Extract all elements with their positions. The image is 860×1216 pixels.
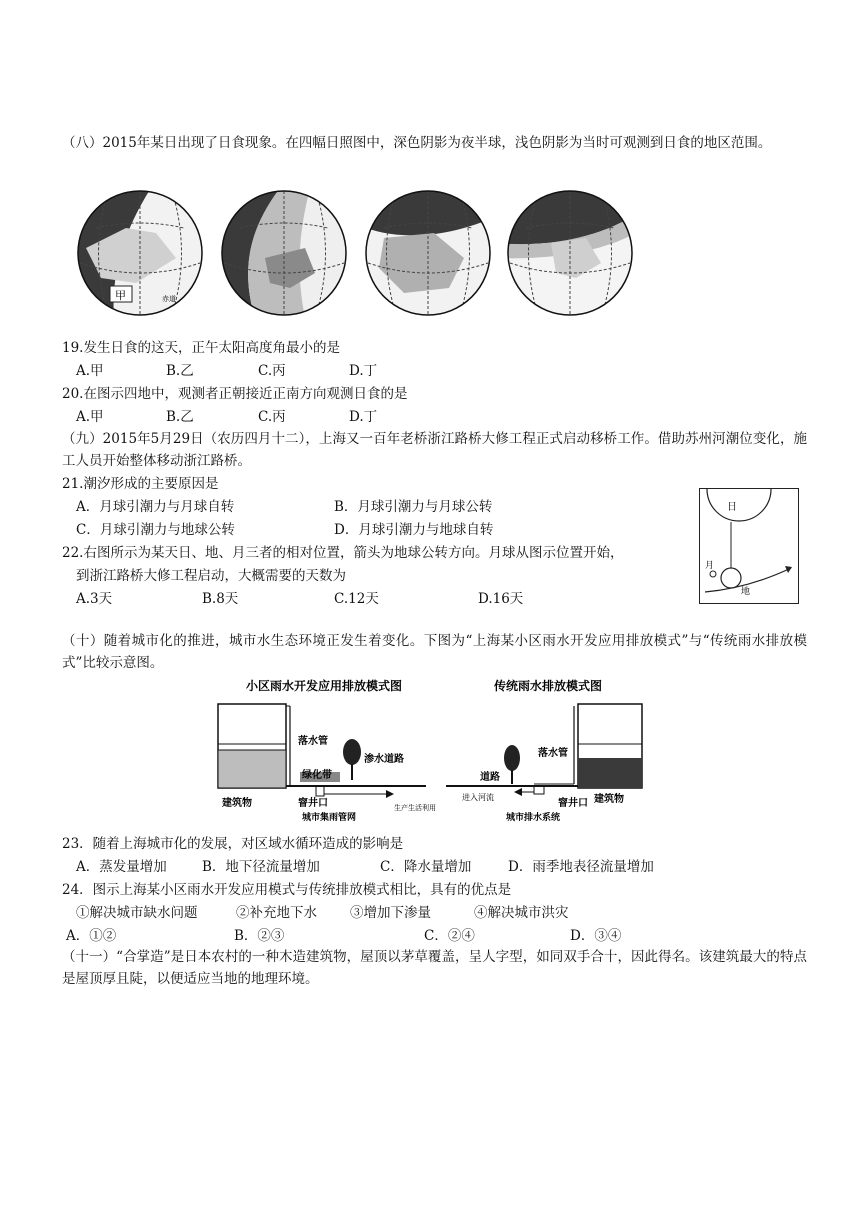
q20-option-b: B.乙 <box>166 409 194 425</box>
q22-option-c: C.12天 <box>334 591 379 607</box>
right-panel-title: 传统雨水排放模式图 <box>494 679 603 693</box>
diagram-sun-label: 日 <box>727 502 737 513</box>
rainwater-comparison-figure <box>216 676 644 824</box>
right-system-label: 城市排水系统 <box>506 813 561 823</box>
section-11-intro: （十一）“合掌造”是日本农村的一种木造建筑物，屋顶以茅草覆盖，呈人字型，如同双手合十，因此得名。该建筑最大的特点是屋顶厚且陡，以便适应当地的地理环境。 <box>62 949 807 987</box>
q19-option-b: B.乙 <box>166 363 194 379</box>
sun-earth-moon-diagram <box>699 488 799 604</box>
section-9-intro: （九）2015年5月29日（农历四月十二），上海又一百年老桥浙江路桥大修工程正式启动移桥工作。借助苏州河潮位变化，施工人员开始整体移动浙江路桥。 <box>62 431 807 469</box>
q19-option-c: C.丙 <box>258 363 286 379</box>
q24-item-1: ①解决城市缺水问题 <box>76 905 198 921</box>
q24-item-2: ②补充地下水 <box>236 905 317 921</box>
globe-1-label: 甲 <box>115 289 126 302</box>
q24-option-a: A．①② <box>66 928 117 944</box>
left-downpipe-label: 落水管 <box>298 736 328 747</box>
left-permeable-road-label: 渗水道路 <box>364 754 404 765</box>
q21-option-c: C．月球引潮力与地球公转 <box>76 522 235 538</box>
section-10-intro: （十）随着城市化的推进，城市水生态环境正发生着变化。下图为“上海某小区雨水开发应用排放模式”与“传统雨水排放模式”比较示意图。 <box>62 633 807 671</box>
q24-item-4: ④解决城市洪灾 <box>474 905 569 921</box>
q23-option-d: D．雨季地表径流量增加 <box>508 859 654 875</box>
q20-option-d: D.丁 <box>349 409 378 425</box>
diagram-earth-label: 地 <box>741 587 751 597</box>
q24-item-3: ③增加下渗量 <box>350 905 431 921</box>
right-river-label: 进入河流 <box>462 793 494 802</box>
q19-option-a: A.甲 <box>76 363 104 379</box>
right-manhole-label: 窨井口 <box>558 798 588 809</box>
q24-option-b: B．②③ <box>234 928 285 944</box>
q23-option-b: B．地下径流量增加 <box>202 859 320 875</box>
globe-figure-1 <box>66 188 214 318</box>
q20-option-a: A.甲 <box>76 409 104 425</box>
left-greenbelt-label: 绿化带 <box>302 770 332 781</box>
q23-option-c: C．降水量增加 <box>380 859 472 875</box>
left-building-label: 建筑物 <box>222 798 252 809</box>
q22-option-b: B.8天 <box>202 591 239 607</box>
left-reuse-label: 生产生活利用 <box>394 804 436 812</box>
q21-stem: 21.潮汐形成的主要原因是 <box>62 476 219 492</box>
globe-figure-4 <box>496 188 644 318</box>
q24-option-d: D．③④ <box>570 928 622 944</box>
q23-stem: 23．随着上海城市化的发展，对区域水循环造成的影响是 <box>62 836 404 852</box>
right-building-label: 建筑物 <box>594 794 624 805</box>
right-road-label: 道路 <box>480 772 500 783</box>
q24-stem: 24．图示上海某小区雨水开发应用模式与传统排放模式相比，具有的优点是 <box>62 882 512 898</box>
q19-option-d: D.丁 <box>349 363 378 379</box>
q23-option-a: A．蒸发量增加 <box>76 859 167 875</box>
diagram-moon-label: 月 <box>705 561 715 571</box>
left-manhole-label: 窨井口 <box>298 798 328 809</box>
right-downpipe-label: 落水管 <box>538 748 568 759</box>
globe-1-equator-label: 赤道 <box>162 295 176 303</box>
q21-option-a: A．月球引潮力与月球自转 <box>76 499 235 515</box>
q21-option-b: B．月球引潮力与月球公转 <box>334 499 493 515</box>
q24-option-c: C．②④ <box>424 928 475 944</box>
globe-figure-2 <box>210 188 358 318</box>
q22-option-a: A.3天 <box>76 591 113 607</box>
globe-figure-3 <box>354 188 502 318</box>
section-8-intro: （八）2015年某日出现了日食现象。在四幅日照图中，深色阴影为夜半球，浅色阴影为当时可观测到日食的地区范围。 <box>62 135 772 151</box>
q22-option-d: D.16天 <box>478 591 524 607</box>
q20-option-c: C.丙 <box>258 409 286 425</box>
q22-stem-line2: 到浙江路桥大修工程启动，大概需要的天数为 <box>76 568 346 584</box>
left-panel-title: 小区雨水开发应用排放模式图 <box>246 679 403 693</box>
left-network-label: 城市集雨管网 <box>302 813 357 823</box>
q22-stem-line1: 22.右图所示为某天日、地、月三者的相对位置，箭头为地球公转方向。月球从图示位置开始， <box>62 545 624 561</box>
q20-stem: 20.在图示四地中，观测者正朝接近正南方向观测日食的是 <box>62 386 408 402</box>
q21-option-d: D．月球引潮力与地球自转 <box>334 522 494 538</box>
q19-stem: 19.发生日食的这天，正午太阳高度角最小的是 <box>62 340 340 356</box>
